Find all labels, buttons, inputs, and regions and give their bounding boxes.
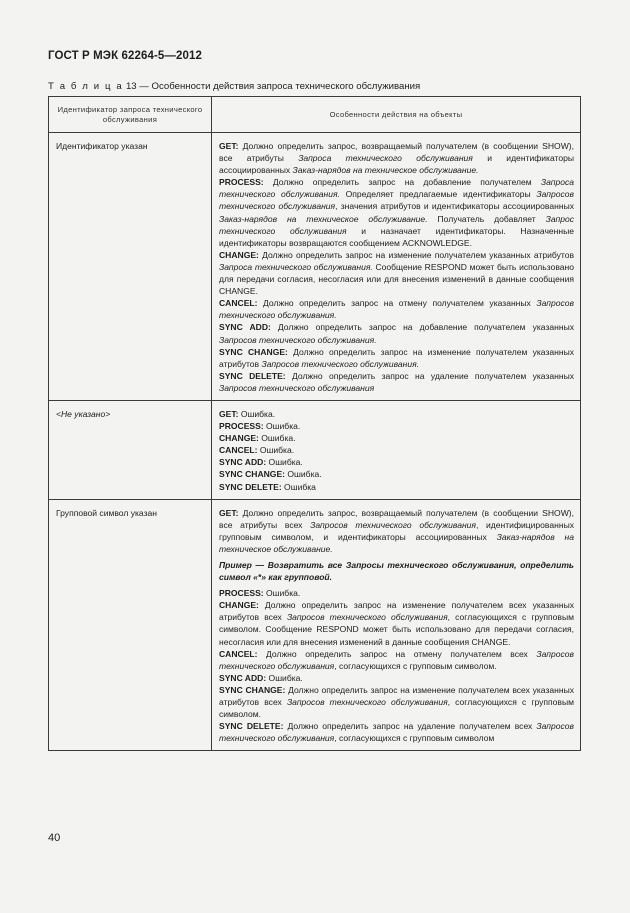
caption-text: 13 — Особенности действия запроса технического обслуживания: [123, 81, 421, 92]
action-text: Должно определить запрос, возвращаемый получателем (в сообщении SHOW), все атрибуты: [219, 141, 574, 164]
action-keyword: CANCEL:: [219, 298, 258, 309]
table-header-row: [49, 97, 581, 133]
action-keyword: SYNC CHANGE:: [219, 684, 286, 695]
action-paragraph: [219, 720, 574, 744]
object-term: Запросов технического обслуживания.: [219, 334, 377, 345]
action-keyword: SYNC DELETE:: [219, 481, 282, 492]
action-paragraph: [219, 420, 574, 432]
action-text: Ошибка.: [257, 445, 295, 456]
action-paragraph: [219, 370, 574, 394]
object-term: Запрос технического обслуживания: [219, 213, 574, 236]
document-header: ГОСТ Р МЭК 62264-5—2012: [48, 50, 202, 62]
table-row: [49, 133, 581, 401]
action-paragraph: [219, 321, 574, 345]
action-text: , согласующихся с групповым символом: [334, 733, 495, 744]
action-effects-cell: [212, 133, 581, 401]
action-text: Ошибка.: [285, 469, 322, 480]
action-effects-cell: [212, 499, 581, 751]
object-term: Запросов технического обслуживания.: [219, 298, 574, 321]
action-text: , согласующихся с групповым символом. Сообщение RESPOND может быть использовано для передачи согласия, несогласия или для внесения изменений в данные сообщения CHANGE.: [219, 612, 574, 647]
table-caption: [48, 81, 420, 92]
action-text: Должно определить запрос на изменение получателем всех указанных атрибутов всех: [219, 600, 574, 623]
object-term: Запроса технического обслуживания.: [219, 261, 373, 272]
action-effects-cell: [212, 400, 581, 499]
object-term: Заказ-нарядов на техническое обслуживание.: [292, 165, 479, 176]
column-header-identifier: Идентификатор запроса технического обслуживания: [49, 97, 212, 133]
column-header-effects: Особенности действия на объекты: [212, 97, 581, 133]
example-text: Пример — Возвратить все Запросы технического обслуживания, определить символ «*» как групповой.: [219, 560, 574, 583]
action-paragraph: [219, 559, 574, 583]
action-keyword: CANCEL:: [219, 445, 258, 456]
action-text: Определяет предлагаемые идентификаторы: [339, 189, 537, 200]
action-text: , значения атрибутов и идентификаторы ассоциированных: [335, 201, 574, 212]
object-term: Заказ-нарядов на техническое обслуживание.: [219, 531, 574, 554]
action-paragraph: [219, 672, 574, 684]
action-text: Должно определить запрос, возвращаемый получателем (в сообщении SHOW), все атрибуты всех: [219, 507, 574, 530]
action-keyword: CANCEL:: [219, 648, 258, 659]
action-paragraph: [219, 346, 574, 370]
action-text: и идентификаторы ассоциированных: [219, 153, 574, 176]
action-paragraph: [219, 481, 574, 493]
action-text: Должно определить запрос на изменение получателем всех указанных атрибутов всех: [219, 684, 574, 708]
action-paragraph: [219, 297, 574, 321]
action-keyword: GET:: [219, 507, 239, 518]
object-term: Запроса технического обслуживания.: [219, 177, 574, 200]
request-identifier-cell: [49, 400, 212, 499]
object-term: Запросов технического обслуживания: [219, 189, 574, 212]
object-term: Запросов технического обслуживания.: [261, 358, 420, 369]
action-text: Ошибка: [281, 481, 316, 492]
action-keyword: CHANGE:: [219, 249, 259, 260]
action-keyword: GET:: [219, 408, 239, 419]
action-keyword: CHANGE:: [219, 600, 259, 611]
action-text: Ошибка.: [263, 421, 301, 432]
action-text: Должно определить запрос на изменение получателем указанных атрибутов: [219, 346, 574, 369]
object-term: Запросов технического обслуживания: [286, 697, 448, 708]
action-paragraph: [219, 140, 574, 176]
maintenance-request-table: [48, 96, 581, 751]
action-keyword: PROCESS:: [219, 588, 264, 599]
action-text: Должно определить запрос на отмену получателем указанных: [257, 298, 537, 309]
action-keyword: SYNC CHANGE:: [219, 346, 288, 357]
action-text: , согласующихся с групповым символом.: [334, 660, 497, 671]
action-keyword: GET:: [219, 141, 239, 151]
action-text: Должно определить запрос на изменение получателем указанных атрибутов: [258, 249, 574, 260]
action-paragraph: [219, 456, 574, 468]
action-keyword: CHANGE:: [219, 433, 259, 444]
action-paragraph: [219, 507, 574, 555]
action-text: Ошибка.: [258, 433, 296, 444]
action-text: Должно определить запрос на добавление получателем: [263, 177, 541, 188]
action-paragraph: [219, 249, 574, 297]
object-term: Запросов технического обслуживания: [219, 648, 574, 671]
action-text: Ошибка.: [266, 672, 303, 683]
action-keyword: SYNC DELETE:: [219, 721, 284, 732]
action-text: Получатель добавляет: [427, 213, 546, 224]
action-paragraph: [219, 684, 574, 720]
action-paragraph: [219, 444, 574, 456]
caption-label: Т а б л и ц а: [48, 81, 124, 92]
action-paragraph: [219, 648, 574, 672]
object-term: Запросов технического обслуживания: [310, 519, 476, 530]
action-keyword: SYNC ADD:: [219, 672, 267, 683]
request-identifier-cell: [49, 499, 212, 751]
action-paragraph: [219, 587, 574, 599]
action-paragraph: [219, 599, 574, 647]
request-identifier: <Не указано>: [56, 408, 111, 419]
request-identifier: Групповой символ указан: [56, 507, 157, 518]
action-paragraph: [219, 408, 574, 420]
action-keyword: SYNC DELETE:: [219, 370, 286, 381]
object-term: Запросов технического обслуживания: [286, 612, 448, 623]
action-paragraph: [219, 468, 574, 480]
action-text: Должно определить запрос на отмену получателем всех: [257, 648, 537, 659]
action-paragraph: [219, 432, 574, 444]
object-term: Заказ-нарядов на техническое обслуживание.: [219, 213, 428, 224]
action-keyword: SYNC ADD:: [219, 322, 271, 333]
object-term: Запросов технического обслуживания: [219, 721, 574, 744]
action-text: Должно определить запрос на удаление получателем всех: [283, 721, 537, 732]
object-term: Запроса технического обслуживания: [298, 153, 473, 164]
request-identifier: Идентификатор указан: [56, 141, 148, 151]
action-text: Сообщение RESPOND может быть использовано для передачи согласия, несогласия или для внесения изменений в данные сообщения CHANGE.: [219, 261, 574, 297]
action-text: Ошибка.: [266, 457, 303, 468]
action-text: Должно определить запрос на удаление получателем указанных: [285, 370, 574, 381]
action-text: Ошибка.: [238, 408, 276, 419]
action-text: Ошибка.: [263, 588, 301, 599]
request-identifier-cell: [49, 133, 212, 401]
action-text: , согласующихся с групповым символом.: [219, 697, 574, 720]
action-keyword: PROCESS:: [219, 421, 264, 432]
table-row: [49, 400, 581, 499]
object-term: Запросов технического обслуживания: [219, 382, 375, 393]
action-keyword: SYNC CHANGE:: [219, 469, 286, 480]
table-row: [49, 499, 581, 751]
action-text: Должно определить запрос на добавление получателем указанных: [270, 322, 574, 333]
action-keyword: SYNC ADD:: [219, 457, 267, 468]
action-text: и назначает идентификаторы. Назначенные идентификаторы возвращаются сообщением ACKNOWLEDGE.: [219, 225, 575, 248]
action-keyword: PROCESS:: [219, 177, 264, 188]
action-text: , идентифицированных групповым символом, и идентификаторы ассоциированных: [219, 519, 574, 542]
action-paragraph: [219, 176, 574, 249]
page-number: 40: [48, 832, 61, 844]
